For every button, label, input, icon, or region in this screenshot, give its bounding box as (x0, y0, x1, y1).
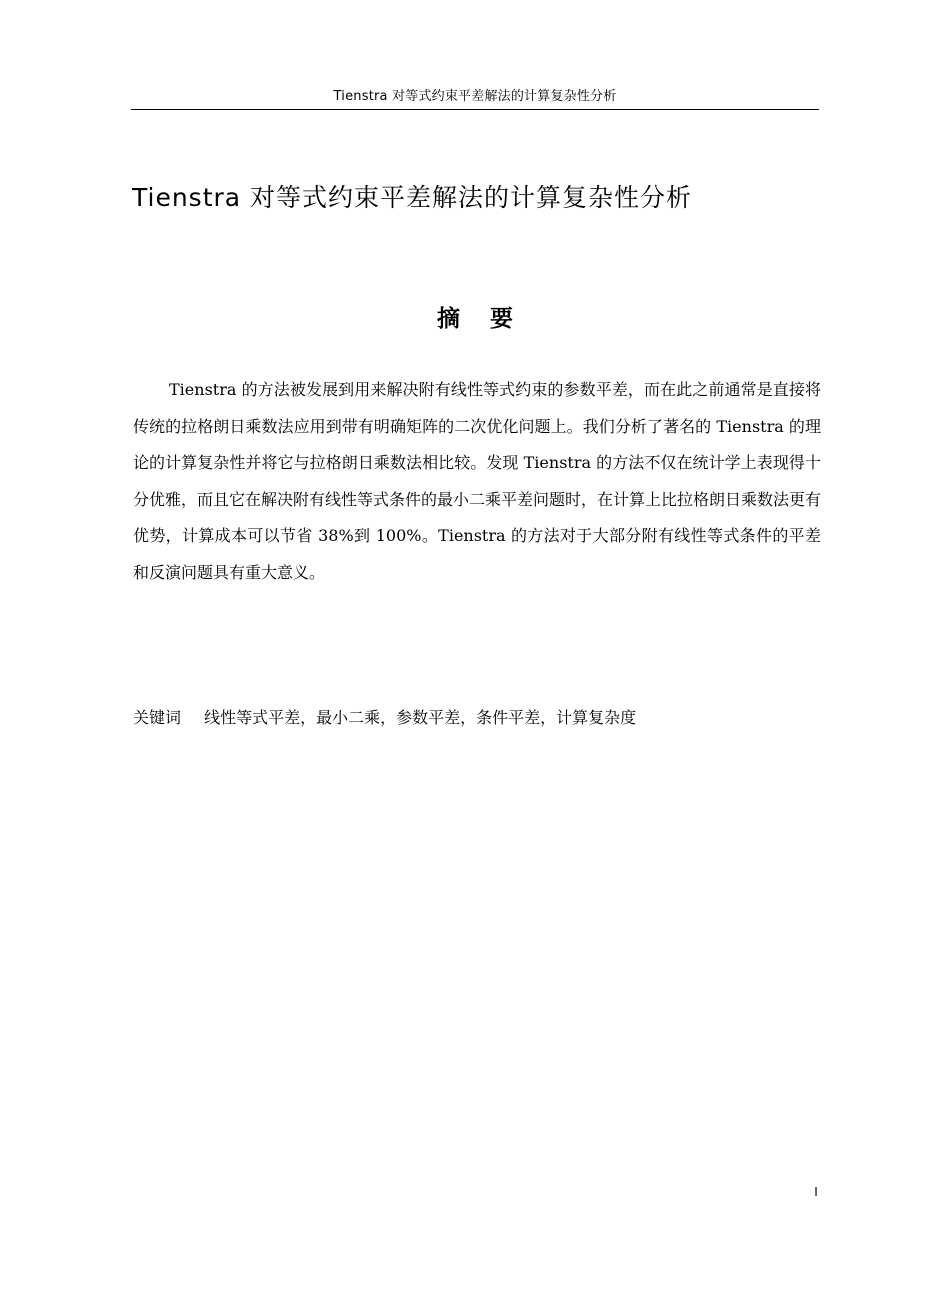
abstract-heading: 摘要 (437, 306, 543, 332)
page-number: I (814, 1185, 818, 1199)
keywords-line (133, 702, 821, 734)
abstract-body: Tienstra 的方法被发展到用来解决附有线性等式约束的参数平差，而在此之前通常是直接将传统的拉格朗日乘数法应用到带有明确矩阵的二次优化问题上。我们分析了著名的 Tienstra 的理论的计算复杂性并将它与拉格朗日乘数法相比较。发现 Tienstra 的方法不仅在统计学上表现得十分优雅，而且它在解决附有线性等式条件的最小二乘平差问题时，在计算上比拉格朗日乘数法更有优势，计算成本可以节省 38%到 100%。Tienstra 的方法对于大部分附有线性等式条件的平差和反演问题具有重大意义。 (133, 380, 822, 582)
header-rule (131, 109, 819, 110)
keywords-list: 线性等式平差，最小二乘，参数平差，条件平差，计算复杂度 (204, 708, 637, 727)
document-title: Tienstra 对等式约束平差解法的计算复杂性分析 (132, 183, 693, 212)
running-header: Tienstra 对等式约束平差解法的计算复杂性分析 (333, 89, 617, 104)
keywords-label: 关键词 (133, 708, 182, 727)
